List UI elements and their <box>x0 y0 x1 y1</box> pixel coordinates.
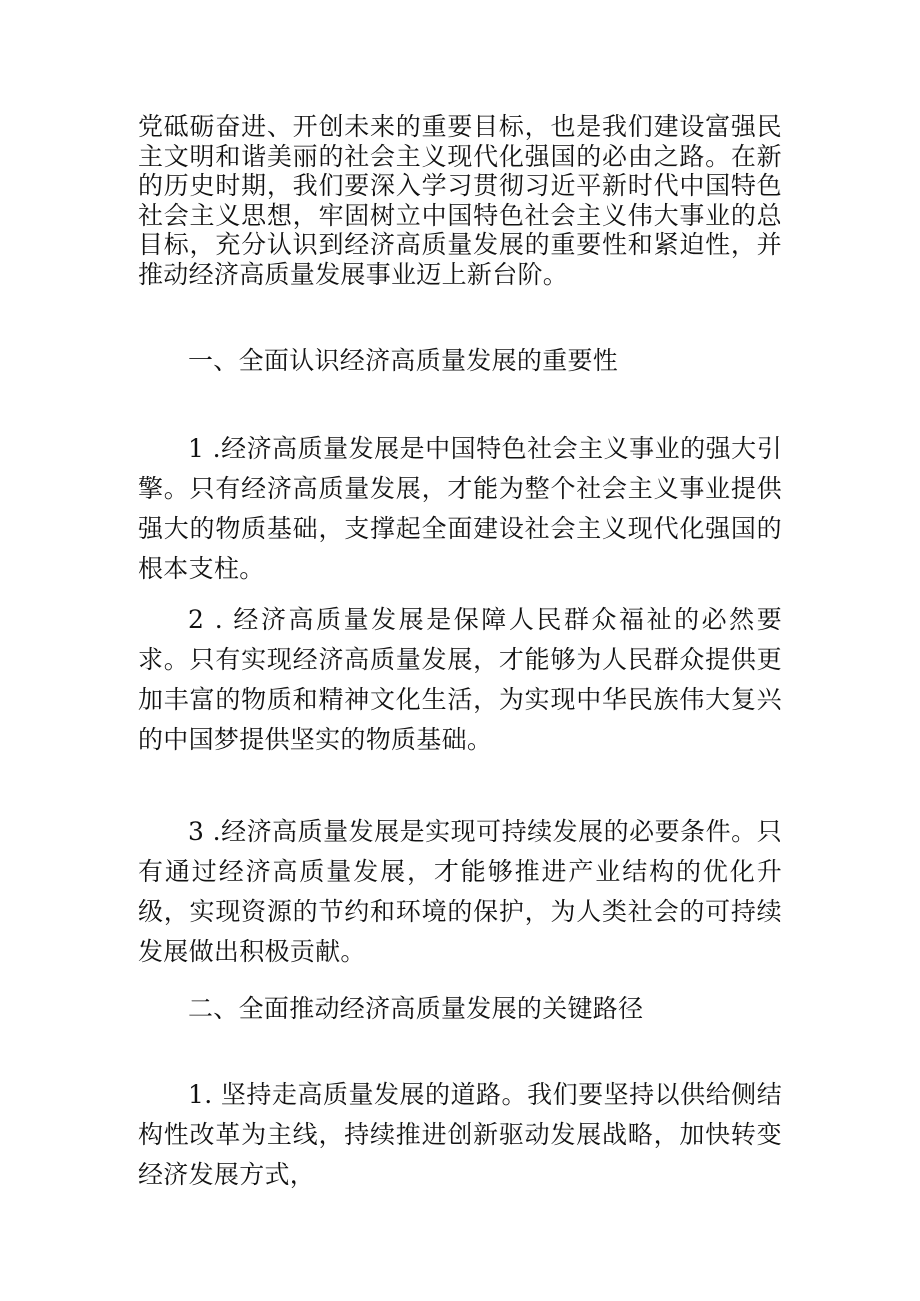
point-paragraph-1: 1 .经济高质量发展是中国特色社会主义事业的强大引擎。只有经济高质量发展，才能为整个社会主义事业提供强大的物质基础，支撑起全面建设社会主义现代化强国的根本支柱。 <box>138 434 782 583</box>
path-paragraph-1: 1. 坚持走高质量发展的道路。我们要坚持以供给侧结构性改革为主线，持续推进创新驱动发展战略，加快转变经济发展方式， <box>138 1080 782 1189</box>
section-heading-2: 二、全面推动经济高质量发展的关键路径 <box>188 994 644 1023</box>
intro-paragraph: 党砥砺奋进、开创未来的重要目标，也是我们建设富强民主文明和谐美丽的社会主义现代化强国的必由之路。在新的历史时期，我们要深入学习贯彻习近平新时代中国特色社会主义思想，牢固树立中国特色社会主义伟大事业的总目标，充分认识到经济高质量发展的重要性和紧迫性，并推动经济高质量发展事业迈上新台阶。 <box>138 112 782 289</box>
point-paragraph-3: 3 .经济高质量发展是实现可持续发展的必要条件。只有通过经济高质量发展，才能够推进产业结构的优化升级，实现资源的节约和环境的保护，为人类社会的可持续发展做出积极贡献。 <box>138 817 782 966</box>
point-paragraph-2: 2 . 经济高质量发展是保障人民群众福祉的必然要求。只有实现经济高质量发展，才能够为人民群众提供更加丰富的物质和精神文化生活，为实现中华民族伟大复兴的中国梦提供坚实的物质基础。 <box>138 605 782 754</box>
section-heading-1: 一、全面认识经济高质量发展的重要性 <box>188 346 619 375</box>
